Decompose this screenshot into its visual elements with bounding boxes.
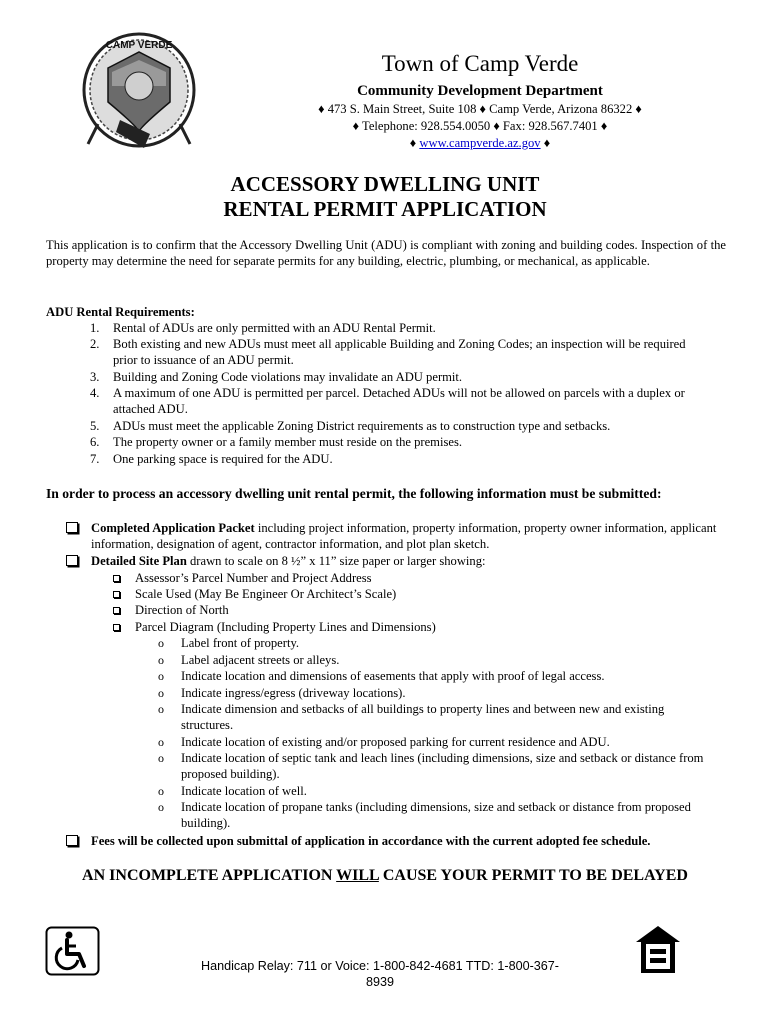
address-line: ♦ 473 S. Main Street, Suite 108 ♦ Camp Verde, Arizona 86322 ♦	[318, 102, 642, 116]
siteplan-description: drawn to scale on 8 ½” x 11” size paper or larger showing:	[186, 554, 486, 568]
square-bullet-icon	[113, 591, 120, 598]
req-number: 6.	[90, 435, 100, 449]
town-name: Town of Camp Verde	[381, 51, 579, 76]
circle-bullet: o	[158, 702, 164, 716]
req-text: ADUs must meet the applicable Zoning District requirements as to construction type and setbacks.	[113, 419, 611, 433]
diagram-item: Indicate dimension and setbacks of all buildings to property lines and between new and existing structures.	[181, 702, 665, 733]
circle-bullet: o	[158, 636, 164, 650]
siteplan-subitem: Direction of North	[135, 603, 229, 617]
diagram-item: Indicate location of well.	[181, 784, 307, 798]
square-bullet-icon	[113, 575, 120, 582]
siteplan-item	[91, 553, 727, 569]
delay-warning	[20, 866, 750, 886]
req-number: 1.	[90, 321, 100, 335]
wheelchair-icon	[45, 926, 100, 976]
req-text: A maximum of one ADU is permitted per parcel. Detached ADUs will not be allowed on parcels with a duplex or attached ADU.	[113, 386, 685, 417]
document-title-line2: RENTAL PERMIT APPLICATION	[223, 197, 547, 221]
packet-description: including project information, property information, property owner information, applicant information, designation of agent, contractor information, and plot plan sketch.	[91, 521, 717, 552]
document-title-line1: ACCESSORY DWELLING UNIT	[230, 172, 540, 196]
packet-item	[91, 520, 727, 553]
req-number: 7.	[90, 452, 100, 466]
checkbox-icon	[66, 835, 78, 846]
req-text: Rental of ADUs are only permitted with an ADU Rental Permit.	[113, 321, 436, 335]
fees-item: Fees will be collected upon submittal of application in accordance with the current adopted fee schedule.	[91, 834, 651, 848]
square-bullet-icon	[113, 607, 120, 614]
siteplan-subitem: Assessor’s Parcel Number and Project Address	[135, 571, 372, 585]
circle-bullet: o	[158, 669, 164, 683]
diagram-item: Indicate location of propane tanks (including dimensions, size and setback or distance from proposed building).	[181, 800, 691, 831]
req-text: Building and Zoning Code violations may invalidate an ADU permit.	[113, 370, 463, 384]
square-bullet-icon	[113, 624, 120, 631]
diagram-item: Label front of property.	[181, 636, 300, 650]
warning-emphasis: WILL	[336, 867, 379, 884]
warning-part1: AN INCOMPLETE APPLICATION	[82, 867, 337, 884]
siteplan-subitem: Scale Used (May Be Engineer Or Architect’s Scale)	[135, 587, 397, 601]
circle-bullet: o	[158, 686, 164, 700]
siteplan-subitem: Parcel Diagram (Including Property Lines and Dimensions)	[135, 620, 436, 634]
req-text: The property owner or a family member must reside on the premises.	[113, 435, 463, 449]
town-seal-icon	[80, 28, 198, 158]
circle-bullet: o	[158, 653, 164, 667]
website-prefix: ♦	[409, 136, 420, 150]
circle-bullet: o	[158, 800, 164, 814]
equal-housing-icon	[634, 923, 682, 975]
handicap-relay-text: Handicap Relay: 711 or Voice: 1-800-842-4681 TTD: 1-800-367-8939	[201, 959, 559, 990]
checkbox-icon	[66, 522, 78, 533]
packet-label: Completed Application Packet	[91, 521, 255, 535]
phone-line: ♦ Telephone: 928.554.0050 ♦ Fax: 928.567.7401 ♦	[352, 119, 608, 133]
seal-text: CAMP VERDE	[105, 40, 173, 51]
siteplan-label: Detailed Site Plan	[91, 554, 187, 568]
intro-paragraph: This application is to confirm that the Accessory Dwelling Unit (ADU) is compliant with zoning and building codes. Inspection of the property may determine the need for separate permits for any building, electric, plumbing, or mechanical, as applicable.	[46, 238, 726, 269]
requirements-heading: ADU Rental Requirements:	[46, 305, 195, 319]
submission-heading: In order to process an accessory dwelling unit rental permit, the following information must be submitted:	[46, 486, 662, 501]
circle-bullet: o	[158, 751, 164, 765]
req-text: One parking space is required for the ADU.	[113, 452, 333, 466]
website-suffix: ♦	[540, 136, 551, 150]
req-number: 3.	[90, 370, 100, 384]
website-link[interactable]: www.campverde.az.gov	[419, 136, 541, 150]
diagram-item: Indicate location and dimensions of easements that apply with proof of legal access.	[181, 669, 605, 683]
req-text: Both existing and new ADUs must meet all applicable Building and Zoning Codes; an inspection will be required prior to issuance of an ADU permit.	[113, 337, 686, 368]
checkbox-icon	[66, 555, 78, 566]
diagram-item: Indicate location of septic tank and leach lines (including dimensions, size and setback or distance from proposed building).	[181, 751, 704, 782]
warning-part2: CAUSE YOUR PERMIT TO BE DELAYED	[378, 867, 688, 884]
circle-bullet: o	[158, 784, 164, 798]
req-number: 5.	[90, 419, 100, 433]
req-number: 4.	[90, 386, 100, 400]
req-number: 2.	[90, 337, 100, 351]
diagram-item: Label adjacent streets or alleys.	[181, 653, 340, 667]
diagram-item: Indicate ingress/egress (driveway locations).	[181, 686, 406, 700]
department-name: Community Development Department	[357, 83, 603, 99]
circle-bullet: o	[158, 735, 164, 749]
website-line	[300, 135, 660, 151]
diagram-item: Indicate location of existing and/or proposed parking for current residence and ADU.	[181, 735, 610, 749]
